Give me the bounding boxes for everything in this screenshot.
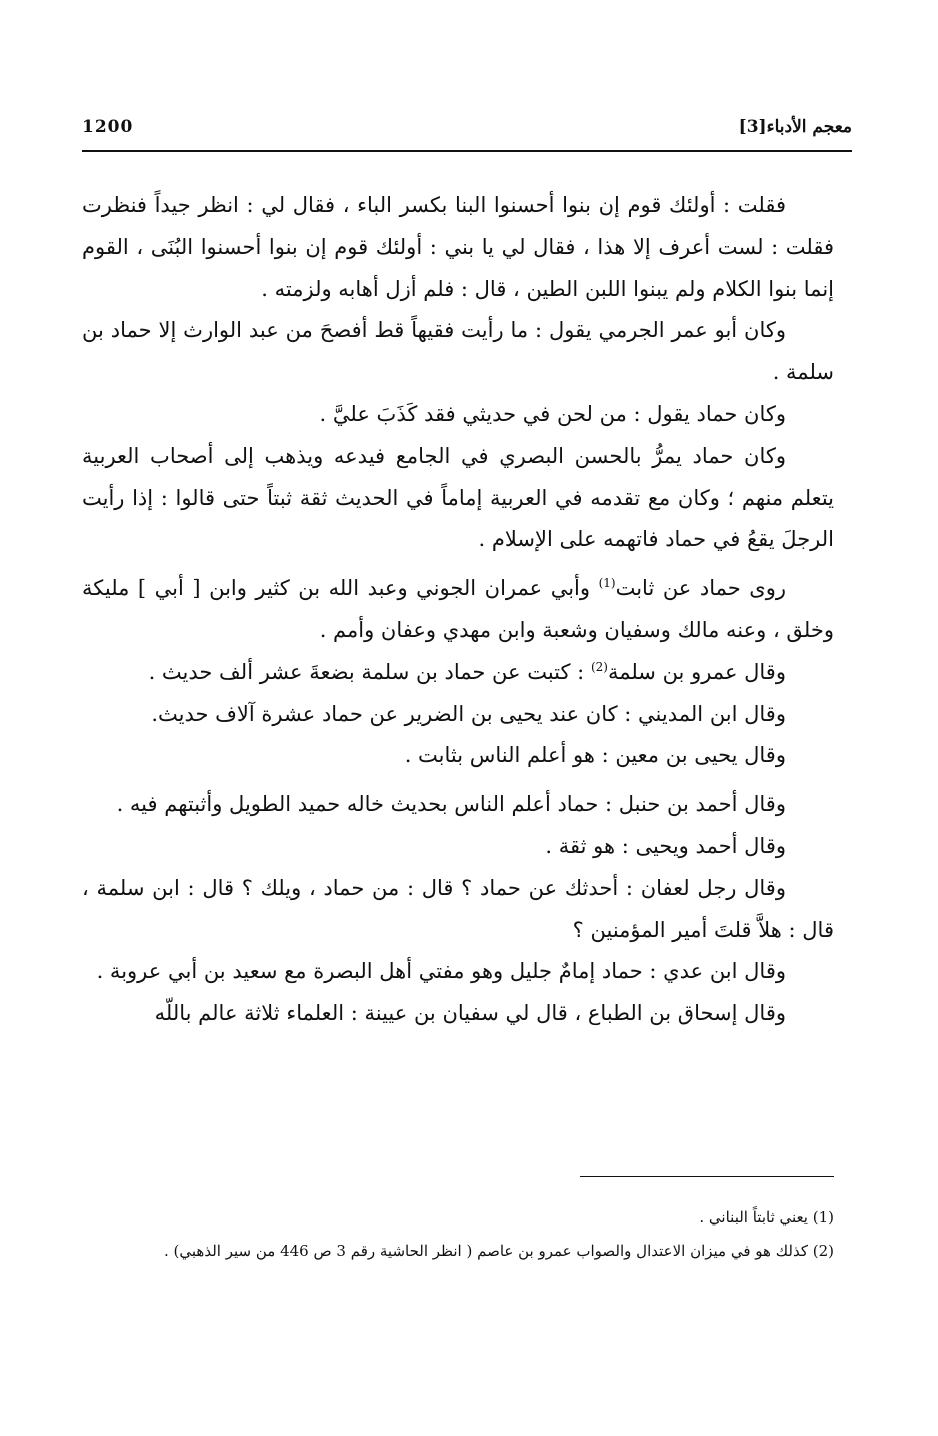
paragraph: وكان حماد يمرُّ بالحسن البصري في الجامع فيدعه ويذهب إلى أصحاب العربية يتعلم منهم ؛ وكان مع تقدمه في العربية إماماً في الحديث ثقة ثبتاً حتى قالوا : إذا رأيت الرجلَ يقعُ في حماد فاتهمه على الإسلام . xyxy=(82,443,834,552)
footnote xyxy=(82,1203,834,1231)
paragraph: وقال إسحاق بن الطباع ، قال لي سفيان بن عيينة : العلماء ثلاثة عالم باللّه xyxy=(154,1001,786,1026)
paragraph: وقال ابن المديني : كان عند يحيى بن الضرير عن حماد عشرة آلاف حديث. xyxy=(151,701,786,726)
paragraph: وكان أبو عمر الجرمي يقول : ما رأيت فقيهاً قط أفصحَ من عبد الوارث إلا حماد بن سلمة . xyxy=(82,318,834,385)
paragraph-text: وأبي عمران الجوني وعبد الله بن كثير وابن [ أبي ] مليكة وخلق ، وعنه مالك وسفيان وشعبة وابن مهدي وعفان وأمم . xyxy=(82,576,834,642)
header-rule xyxy=(82,150,852,152)
footnote-marker: (1) xyxy=(598,576,616,591)
paragraph: فقلت : أولئك قوم إن بنوا أحسنوا البنا بكسر الباء ، فقال لي : انظر جيداً فنظرت فقلت : لست أعرف إلا هذا ، فقال لي يا بني : أولئك قوم إن بنوا أحسنوا البُنَى ، القوم إنما بنوا الكلام ولم يبنوا اللبن الطين ، قال : فلم أزل أهابه ولزمته . xyxy=(82,193,834,301)
footnotes xyxy=(82,1203,834,1265)
paragraph: وكان حماد يقول : من لحن في حديثي فقد كَذَبَ عليَّ . xyxy=(319,401,786,426)
paragraph: وقال رجل لعفان : أحدثك عن حماد ؟ قال : من حماد ، ويلك ؟ قال : ابن سلمة ، قال : هلاَّ قلتَ أمير المؤمنين ؟ xyxy=(82,875,834,942)
running-header xyxy=(82,117,852,147)
paragraph xyxy=(82,652,834,694)
footnote-text: كذلك هو في ميزان الاعتدال والصواب عمرو بن عاصم ( انظر الحاشية رقم 3 ص 446 من سير الذهبي) . xyxy=(164,1242,808,1260)
paragraph: وقال أحمد بن حنبل : حماد أعلم الناس بحديث خاله حميد الطويل وأثبتهم فيه . xyxy=(116,792,786,817)
footnote-marker: (2) xyxy=(590,659,608,674)
main-text xyxy=(82,185,834,1035)
paragraph-text: روى حماد عن ثابت xyxy=(615,576,786,601)
footnote-number: (2) xyxy=(812,1242,834,1260)
footnote-number: (1) xyxy=(812,1208,834,1226)
book-title: معجم الأدباء[3] xyxy=(738,117,852,137)
paragraph: وقال يحيى بن معين : هو أعلم الناس بثابت . xyxy=(404,743,786,768)
paragraph-text: وقال عمرو بن سلمة xyxy=(607,659,786,684)
footnote xyxy=(82,1237,834,1265)
paragraph xyxy=(82,568,834,652)
paragraph-text: : كتبت عن حماد بن سلمة بضعةَ عشر ألف حديث . xyxy=(148,659,591,684)
footnote-text: يعني ثابتاً البناني . xyxy=(699,1208,808,1226)
paragraph: وقال أحمد ويحيى : هو ثقة . xyxy=(545,833,786,858)
page-number: 1200 xyxy=(82,117,134,137)
footnote-rule xyxy=(580,1176,834,1177)
paragraph: وقال ابن عدي : حماد إمامٌ جليل وهو مفتي أهل البصرة مع سعيد بن أبي عروبة . xyxy=(96,959,786,984)
